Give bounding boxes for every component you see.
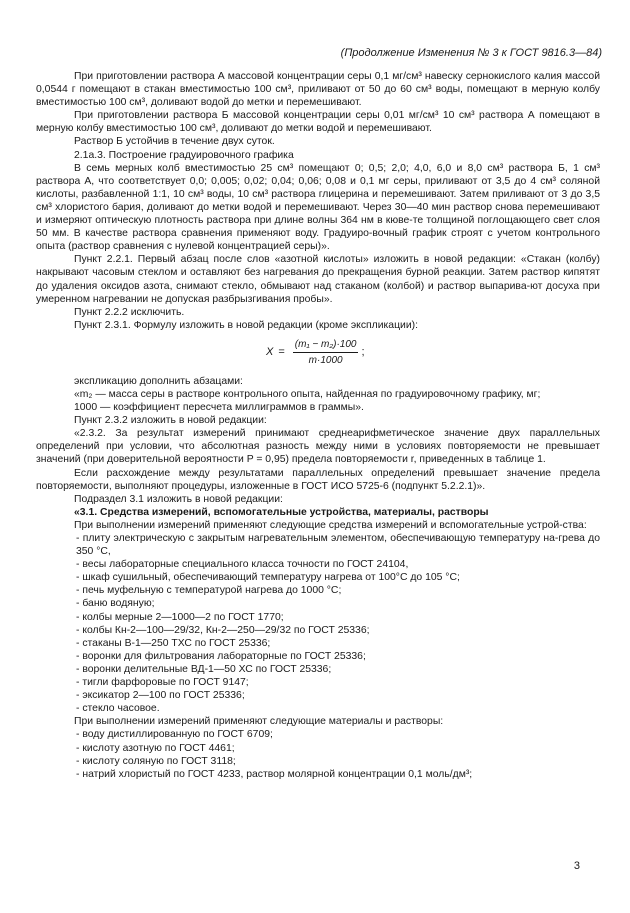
list-item: - баню водяную;: [76, 598, 155, 610]
instruments-list: [36, 532, 600, 715]
list-item: - воронки делительные ВД-1—50 ХС по ГОСТ 25336;: [76, 663, 332, 675]
list-item: - печь муфельную с температурой нагрева до 1000 °C;: [76, 585, 342, 597]
formula-lhs: X: [266, 346, 274, 359]
formula: [36, 340, 600, 366]
paragraph: Пункт 2.2.2 исключить.: [74, 306, 185, 318]
list-item: - стекло часовое.: [76, 703, 160, 715]
paragraph: При выполнении измерений применяют следующие средства измерений и вспомогательные устрой-ства:: [74, 519, 587, 531]
document-body: [36, 70, 600, 781]
list-item: - плиту электрическую с закрытым нагревательным элементом, обеспечивающую температуру на-грева до 350 °C,: [76, 533, 600, 558]
paragraph: Подраздел 3.1 изложить в новой редакции:: [74, 493, 283, 505]
materials-list: [36, 728, 600, 780]
paragraph: При выполнении измерений применяют следующие материалы и растворы:: [74, 716, 444, 728]
formula-denominator: m·1000: [308, 355, 343, 367]
list-item: - весы лабораторные специального класса точности по ГОСТ 24104,: [76, 559, 409, 571]
page-number: 3: [573, 860, 580, 872]
list-item: - колбы мерные 2—1000—2 по ГОСТ 1770;: [76, 611, 284, 623]
paragraph: Пункт 2.3.2 изложить в новой редакции:: [74, 415, 267, 427]
paragraph: «2.3.2. За результат измерений принимают среднеарифметическое значение двух параллельных определений при условии, что абсолютная разность между ними в условиях повторяемости не превышает значений (при доверительной вероятности P = 0,95) предела повторяемости r, приведенных в таблице 1.: [36, 428, 600, 466]
paragraph: экспликацию дополнить абзацами:: [74, 375, 243, 387]
formula-tail: ;: [361, 346, 365, 359]
paragraph: «m₂ — масса серы в растворе контрольного опыта, найденная по градуировочному графику, мг;: [74, 388, 541, 400]
paragraph: При приготовлении раствора Б массовой концентрации серы 0,01 мг/см³ 10 см³ раствора А помещают в мерную колбу вместимостью 100 см³, доливают до метки водой и перемешивают.: [36, 110, 600, 135]
section-title: «3.1. Средства измерений, вспомогательные устройства, материалы, растворы: [74, 506, 489, 518]
paragraph: 1000 — коэффициент пересчета миллиграммов в граммы».: [74, 402, 364, 414]
formula-fraction: [293, 338, 359, 367]
formula-equals: =: [278, 346, 285, 359]
paragraph: Если расхождение между результатами параллельных определений превышает значение предела повторяемости, выполняют процедуры, изложенные в ГОСТ ИСО 5725-6 (подпункт 5.2.2.1)».: [36, 467, 600, 492]
paragraph: Пункт 2.2.1. Первый абзац после слов «азотной кислоты» изложить в новой редакции: «Стакан (колбу) накрывают часовым стеклом и оставляют без нагревания до прекращения бурной реакции. Затем раствор кипятят до удаления оксидов азота, снимают стекло, обмывают над стаканом (колбой) и раствор выпарива-ют досуха при умеренном нагревании не допуская разбрызгивания пробы».: [36, 254, 600, 305]
paragraph: При приготовлении раствора А массовой концентрации серы 0,1 мг/см³ навеску сернокислого калия массой 0,0544 г помещают в стакан вместимостью 100 см³, приливают от 50 до 60 см³ воды, помещают в мерную колбу вместимостью 100 см³, доливают водой до метки и перемешивают.: [36, 71, 600, 109]
paragraph: В семь мерных колб вместимостью 25 см³ помещают 0; 0,5; 2,0; 4,0, 6,0 и 8,0 см³ раствора Б, 1 см³ раствора А, что соответствует 0,0; 0,005; 0,02; 0,04; 0,06; 0,08 и 0,1 мг серы, приливают от 3,5 до 4 см³ соляной кислоты, разбавленной 1:1, 10 см³ воды, 10 см³ раствора глицерина и перемешивают. Затем приливают от 3 до 3,5 см³ хлористого бария, доливают до метки водой и перемешивают. Через 30—40 мин раствор снова перемешивают и измеряют оптическую плотность раствора при длине волны 364 нм в кюве-те толщиной поглощающего свет слоя 50 мм. В качестве раствора сравнения применяют воду. Градуиро-вочный график строят с учетом контрольного опыта (раствор сравнения с нулевой концентрацией серы)».: [36, 162, 600, 253]
running-header: (Продолжение Изменения № 3 к ГОСТ 9816.3—84): [340, 47, 602, 59]
subsection-heading: 2.1а.3. Построение градуировочного графика: [74, 149, 294, 161]
list-item: - тигли фарфоровые по ГОСТ 9147;: [76, 677, 249, 689]
list-item: - воронки для фильтрования лабораторные по ГОСТ 25336;: [76, 650, 366, 662]
list-item: - кислоту азотную по ГОСТ 4461;: [76, 742, 235, 754]
paragraph: Пункт 2.3.1. Формулу изложить в новой редакции (кроме экспликации):: [74, 319, 418, 331]
list-item: - натрий хлористый по ГОСТ 4233, раствор молярной концентрации 0,1 моль/дм³;: [76, 768, 473, 780]
list-item: - колбы Кн-2—100—29/32, Кн-2—250—29/32 по ГОСТ 25336;: [76, 624, 370, 636]
list-item: - воду дистиллированную по ГОСТ 6709;: [76, 729, 273, 741]
list-item: - эксикатор 2—100 по ГОСТ 25336;: [76, 690, 245, 702]
list-item: - шкаф сушильный, обеспечивающий температуру нагрева от 100°C до 105 °C;: [76, 572, 460, 584]
list-item: - стаканы В-1—250 ТХС по ГОСТ 25336;: [76, 637, 271, 649]
paragraph: Раствор Б устойчив в течение двух суток.: [74, 136, 275, 148]
formula-numerator: (m₁ − m₂)·100: [293, 338, 359, 353]
list-item: - кислоту соляную по ГОСТ 3118;: [76, 755, 236, 767]
